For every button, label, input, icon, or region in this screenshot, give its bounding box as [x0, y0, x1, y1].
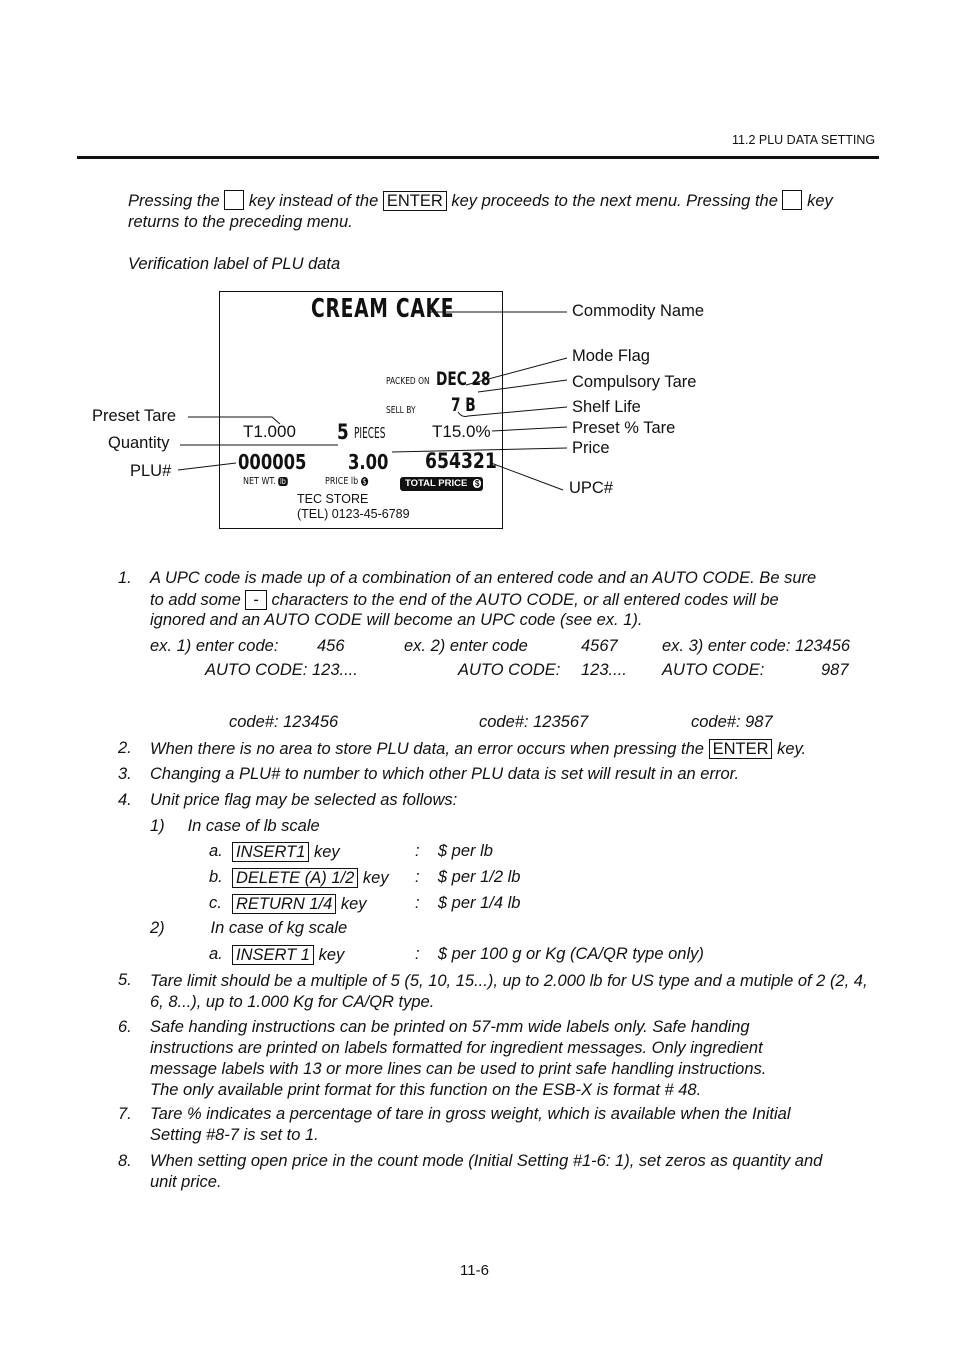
callout-upc: UPC# — [569, 479, 614, 497]
option-c-key-row: RETURN 1/4 key — [232, 894, 367, 914]
callout-plu: PLU# — [130, 462, 172, 480]
leader-upc — [491, 463, 563, 490]
leader-price — [392, 448, 567, 452]
insert-1-key: INSERT 1 — [232, 945, 314, 965]
leader-shelf-life — [458, 407, 567, 417]
note-8-line-2: unit price. — [150, 1173, 222, 1191]
label-unit-price: PRICE lb $ — [325, 476, 367, 487]
total-price-badge: TOTAL PRICE $ — [400, 477, 483, 491]
label-packed-on: PACKED ON — [386, 376, 430, 387]
note-5-number: 5. — [118, 971, 132, 989]
return-quarter-key: RETURN 1/4 — [232, 894, 336, 914]
option-kg-a-key-row: INSERT 1 key — [232, 945, 344, 965]
auto3-label: AUTO CODE: — [662, 661, 765, 679]
note-7-line-2: Setting #8-7 is set to 1. — [150, 1126, 319, 1144]
dash-key: - — [245, 590, 267, 610]
callout-price: Price — [572, 439, 610, 457]
ex2-label: ex. 2) enter code — [404, 637, 528, 655]
leader-preset-tare — [188, 417, 280, 424]
leader-mode-flag — [466, 358, 567, 385]
note-2-number: 2. — [118, 739, 132, 757]
ex1-label: ex. 1) enter code: — [150, 637, 279, 655]
note-5: Tare limit should be a multiple of 5 (5, 10, 15...), up to 2.000 lb for US type and a mutiple of 2 (2, 4, 6, 8...), up to 1.000 Kg for CA/QR type. — [150, 972, 868, 1011]
enter-key-2: ENTER — [709, 739, 773, 759]
note-3-number: 3. — [118, 765, 132, 783]
note-4-number: 4. — [118, 791, 132, 809]
label-packed-on-value: DEC 28 — [436, 368, 491, 390]
leader-plu — [178, 463, 236, 470]
option-c-value: : $ per 1/4 lb — [415, 894, 521, 912]
option-kg-a-letter: a. — [209, 945, 223, 963]
figure-caption: Verification label of PLU data — [128, 255, 341, 273]
label-pieces: PIECES — [354, 424, 386, 442]
label-tel: (TEL) 0123-45-6789 — [297, 507, 410, 521]
callout-preset-tare: Preset Tare — [92, 407, 177, 425]
ex1-code: 456 — [317, 637, 345, 655]
option-b-value: : $ per 1/2 lb — [415, 868, 521, 886]
note-6-line-1: Safe handing instructions can be printed on 57-mm wide labels only. Safe handing — [150, 1018, 750, 1036]
code3: code#: 987 — [691, 713, 773, 731]
note-1-line-2: to add some - characters to the end of the AUTO CODE, or all entered codes will be — [150, 591, 779, 609]
option-c-letter: c. — [209, 894, 222, 912]
callout-shelf-life: Shelf Life — [572, 398, 641, 416]
ex3-label: ex. 3) enter code: 123456 — [662, 637, 851, 655]
label-sell-by-value: 7 B — [451, 394, 476, 416]
code2: code#: 123567 — [479, 713, 589, 731]
label-net-wt: NET WT. lb — [243, 476, 286, 487]
insert1-key: INSERT1 — [232, 842, 309, 862]
label-tare-pct: T15.0% — [432, 422, 491, 441]
callout-mode-flag: Mode Flag — [572, 347, 650, 365]
option-a-value: : $ per lb — [415, 842, 493, 860]
enter-key: ENTER — [383, 191, 447, 211]
auto2-value: 123.... — [581, 661, 627, 679]
label-sell-by: SELL BY — [386, 405, 416, 416]
note-3: Changing a PLU# to number to which other PLU data is set will result in an error. — [150, 765, 740, 783]
note-6-line-3: message labels with 13 or more lines can be used to print safe handling instructions. — [150, 1060, 767, 1078]
note-1-line-3: ignored and an AUTO CODE will become an UPC code (see ex. 1). — [150, 611, 643, 629]
section-header: 11.2 PLU DATA SETTING — [732, 133, 876, 147]
label-quantity: 5 — [337, 420, 349, 444]
option-a-letter: a. — [209, 842, 223, 860]
delete-half-key: DELETE (A) 1/2 — [232, 868, 358, 888]
label-upc: 654321 — [425, 449, 497, 473]
code1: code#: 123456 — [229, 713, 339, 731]
option-b-letter: b. — [209, 868, 223, 886]
intro-line-1: Pressing the key instead of the ENTER key proceeds to the next menu. Pressing the key — [128, 192, 833, 210]
ex2-code: 4567 — [581, 637, 618, 655]
note-4: Unit price flag may be selected as follows: — [150, 791, 458, 809]
label-store: TEC STORE — [297, 492, 369, 506]
leader-compulsory-tare — [478, 380, 567, 392]
note-7-number: 7. — [118, 1105, 132, 1123]
note-6-line-2: instructions are printed on labels formatted for ingredient messages. Only ingredient — [150, 1039, 763, 1057]
option-b-key-row: DELETE (A) 1/2 key — [232, 868, 389, 888]
note-1-number: 1. — [118, 569, 132, 587]
label-commodity: CREAM CAKE — [311, 294, 455, 324]
leader-preset-pct-tare — [492, 427, 567, 431]
callout-quantity: Quantity — [108, 434, 170, 452]
note-6-line-4: The only available print format for this function on the ESB-X is format # 48. — [150, 1081, 702, 1099]
dollar-badge: $ — [362, 477, 367, 486]
intro-line-2: returns to the preceding menu. — [128, 213, 353, 231]
note-2: When there is no area to store PLU data, an error occurs when pressing the ENTER key. — [150, 740, 807, 758]
label-tare: T1.000 — [243, 422, 296, 441]
page-number: 11-6 — [460, 1262, 489, 1279]
auto2-label: AUTO CODE: — [458, 661, 561, 679]
note-8-number: 8. — [118, 1152, 132, 1170]
note-8-line-1: When setting open price in the count mode (Initial Setting #1-6: 1), set zeros as quantity and — [150, 1152, 823, 1170]
auto3-value: 987 — [821, 661, 849, 679]
label-plu: 000005 — [238, 450, 307, 474]
auto1: AUTO CODE: 123.... — [205, 661, 358, 679]
callout-preset-pct-tare: Preset % Tare — [572, 419, 676, 437]
callout-compulsory-tare: Compulsory Tare — [572, 373, 697, 391]
lb-badge: lb — [280, 477, 286, 486]
callout-commodity-name: Commodity Name — [572, 302, 705, 320]
note-1-line-1: A UPC code is made up of a combination of an entered code and an AUTO CODE. Be sure — [150, 569, 817, 587]
note-4-kg-heading: 2) In case of kg scale — [150, 919, 348, 937]
label-price: 3.00 — [348, 450, 389, 474]
note-4-lb-heading: 1) In case of lb scale — [150, 817, 320, 835]
option-a-key-row: INSERT1 key — [232, 842, 340, 862]
note-7-line-1: Tare % indicates a percentage of tare in gross weight, which is available when the Initial — [150, 1105, 791, 1123]
option-kg-a-value: : $ per 100 g or Kg (CA/QR type only) — [415, 945, 704, 963]
note-6-number: 6. — [118, 1018, 132, 1036]
